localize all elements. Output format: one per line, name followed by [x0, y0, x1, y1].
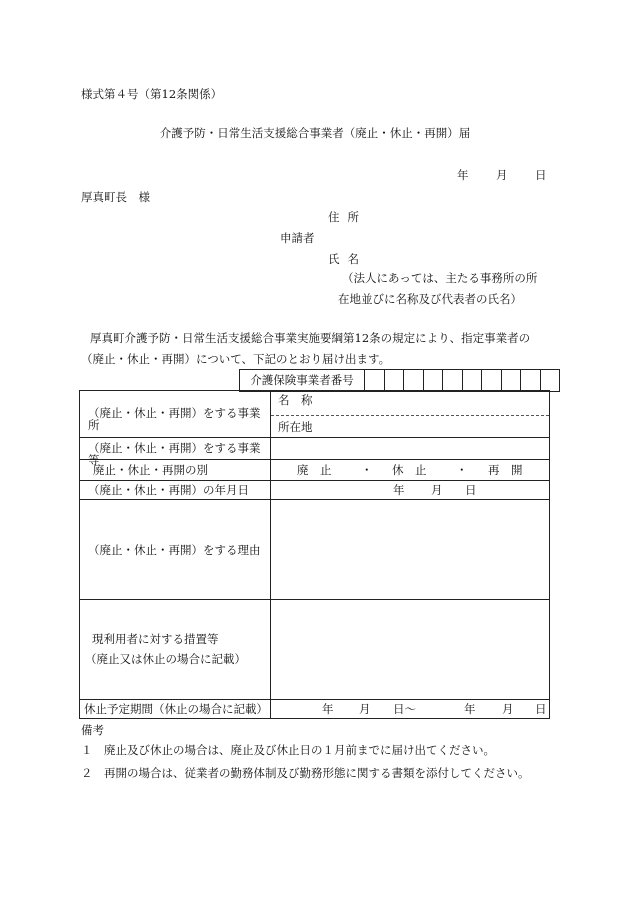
dashed-divider: [271, 415, 549, 416]
corporation-note-line2: 在地並びに名称及び代表者の氏名）: [338, 292, 522, 306]
type-separator: ・: [361, 463, 373, 477]
business-input-cell[interactable]: [271, 438, 549, 459]
measures-label-line2: （廃止又は休止の場合に記載）: [85, 652, 246, 666]
period-start-year: 年: [322, 702, 334, 716]
insurer-number-digit-cell[interactable]: [482, 370, 502, 391]
type-row: [80, 460, 549, 481]
insurer-number-digit-cell[interactable]: [541, 370, 560, 391]
corporation-note-line1: （法人にあっては、主たる事務所の所: [342, 271, 538, 285]
insurer-number-digit-cell[interactable]: [463, 370, 483, 391]
applicant-label: 申請者: [280, 231, 315, 245]
reason-row: [80, 500, 549, 600]
insurer-number-digit-cell[interactable]: [404, 370, 424, 391]
date-month-label: 月: [496, 168, 508, 182]
insurer-number-label: 介護保険事業者番号: [240, 370, 365, 391]
office-row: [80, 391, 549, 438]
remarks-heading: 備考: [81, 723, 104, 737]
reason-label: （廃止・休止・再開）をする理由: [88, 543, 261, 557]
remark-item-1: １ 廃止及び休止の場合は、廃止及び休止日の１月前までに届け出てください。: [81, 743, 495, 757]
notice-line1: 厚真町介護予防・日常生活支援総合事業実施要綱第12条の規定により、指定事業者の: [90, 331, 531, 345]
type-option-suspend[interactable]: 休 止: [392, 463, 427, 477]
measures-row: [80, 600, 549, 700]
insurer-number-row: [239, 369, 560, 392]
insurer-number-digit-cell[interactable]: [443, 370, 463, 391]
insurer-number-digit-cell[interactable]: [424, 370, 444, 391]
insurer-number-digit-cell[interactable]: [365, 370, 385, 391]
notice-line2: （廃止・休止・再開）について、下記のとおり届け出ます。: [81, 352, 391, 366]
period-label: 休止予定期間（休止の場合に記載）: [84, 702, 268, 716]
applicant-name-label: 氏名: [328, 252, 367, 266]
insurer-number-digit-cell[interactable]: [502, 370, 522, 391]
type-option-abolish[interactable]: 廃 止: [297, 463, 332, 477]
insurer-number-digit-cell[interactable]: [385, 370, 405, 391]
date-label: （廃止・休止・再開）の年月日: [88, 483, 249, 497]
office-label: （廃止・休止・再開）をする事業所: [88, 406, 261, 432]
period-start-day: 日～: [393, 702, 416, 716]
date-day-label: 日: [535, 168, 547, 182]
type-separator: ・: [456, 463, 468, 477]
period-end-day: 日: [535, 702, 547, 716]
business-label: （廃止・休止・再開）をする事業等: [88, 441, 261, 467]
applicant-address-label: 住所: [328, 210, 367, 224]
date-row: [80, 481, 549, 500]
type-option-resume[interactable]: 再 開: [488, 463, 523, 477]
period-input-cell[interactable]: [271, 700, 549, 718]
notification-table: [79, 390, 550, 719]
document-title: 介護予防・日常生活支援総合事業者（廃止・休止・再開）届: [159, 126, 471, 140]
measures-label-line1: 現利用者に対する措置等: [92, 632, 219, 646]
office-name-label: 名 称: [278, 393, 313, 407]
type-label: 廃止・休止・再開の別: [93, 463, 208, 477]
date-input-cell[interactable]: [271, 481, 549, 499]
form-number: 様式第４号（第12条関係）: [81, 87, 223, 101]
measures-input-cell[interactable]: [271, 600, 549, 699]
date-day-label: 日: [465, 483, 477, 497]
office-location-label: 所在地: [278, 420, 313, 434]
office-input-cell[interactable]: [271, 391, 549, 437]
business-row: [80, 438, 549, 467]
insurer-number-digit-cell[interactable]: [521, 370, 541, 391]
reason-input-cell[interactable]: [271, 500, 549, 599]
period-row: [80, 700, 549, 718]
period-end-year: 年: [464, 702, 476, 716]
date-month-label: 月: [431, 483, 443, 497]
period-end-month: 月: [502, 702, 514, 716]
addressee: 厚真町長 様: [81, 190, 150, 204]
date-year-label: 年: [457, 168, 469, 182]
period-start-month: 月: [359, 702, 371, 716]
date-year-label: 年: [393, 483, 405, 497]
remark-item-2: ２ 再開の場合は、従業者の勤務体制及び勤務形態に関する書類を添付してください。: [81, 766, 530, 780]
